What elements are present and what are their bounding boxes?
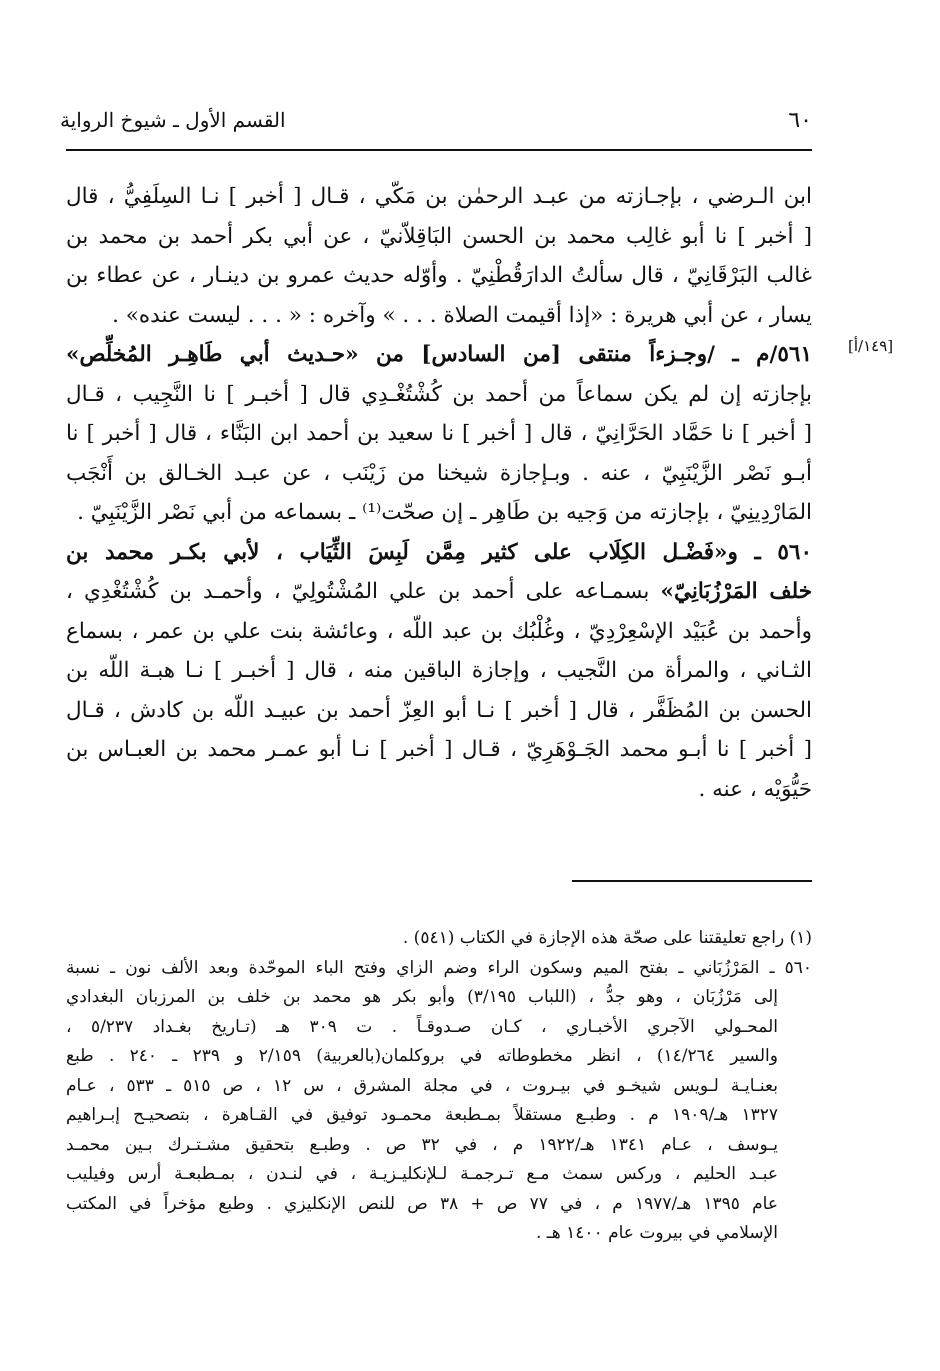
text-line: ابن الـرضي ، بإجـازته من عبـد الرحمٰن بن مَكّي ، قـال [ أخبر ] نـا السِلَفِيُّ ، قال (66, 184, 812, 209)
text-line: وأحمد بن عُبَيْد الإسْعِرْدِيّ ، وغُلْبُك بن عبد اللّه ، وعائشة بنت علي بن عمر ، بسماع (66, 618, 812, 644)
text-line (66, 572, 812, 612)
running-head: القسم الأول ـ شيوخ الرواية (60, 108, 286, 132)
entry-560-heading: ٥٦٠ ـ و«فَضْـل الكِلَاب على كثير مِمَّن لَبِسَ الثِّيَاب ، لأبي بكـر محمد بن (66, 539, 812, 565)
footnote-560-line: المحـولي الآجري الأخبـاري ، كـان صـدوقـاً . ت ٣٠٩ هـ (تـاريخ بغـداد ٥/٢٣٧ ، (66, 1016, 778, 1037)
page-number: ٦٠ (788, 108, 812, 133)
text-line: [ أخبر ] نا أبـو محمد الجَـوْهَرِيّ ، قـال [ أخبر ] نـا أبو عمـر محمد بن العبـاس بن (66, 737, 812, 762)
text-line: الحسن بن المُظَفَّر ، قال [ أخبر ] نـا أبو العِزّ أحمد بن عبيـد اللّه بن كادش ، قـال (66, 697, 812, 723)
text-line: الثـاني ، والمرأة من النَّجيب ، وإجازة الباقين منه ، قال [ أخبـر ] نـا هبـة اللّه بن (66, 658, 812, 683)
footnote-560-line: بعنـايـة لـويس شيخـو في بيـروت ، في مجلة المشرق ، س ١٢ ، ص ٥١٥ ـ ٥٣٣ ، عـام (66, 1075, 778, 1096)
text-line: المَارْدِينِيّ ، بإجازته من وَجيه بن طَاهِر ـ إن صحّت⁽¹⁾ ـ بسماعه من أبي نَصْر الزَّيْنَبِيّ . (77, 500, 812, 525)
footnote-560-line: والسير ١٤/٢٦٤) ، انظر مخطوطاته في بروكلمان(بالعربية) ٢/١٥٩ و ٢٣٩ ـ ٢٤٠ . طبع (66, 1046, 778, 1066)
text-line: غالب البَرْقَانِيّ ، قال سألتُ الدارَقُطْنِيّ . وأوّله حديث عمرو بن دينـار ، عن عطاء بن (66, 263, 812, 288)
footnote-560-line: ٥٦٠ ـ المَرْزُبَاني ـ بفتح الميم وسكون الراء وضم الزاي وفتح الباء الموحّدة وبعد الألف نون ـ نسبة (66, 957, 812, 978)
entry-560-text: بسمـاعه على أحمد بن علي المُشْتُولِيّ ، وأحمـد بن كُشْتُغْدِي ، (66, 579, 661, 604)
footnote-560-line: الإسلامي في بيروت عام ١٤٠٠ هـ . (536, 1223, 778, 1243)
entry-561-heading: ٥٦١/م ـ /وجـزءاً منتقى [من السادس] من «حـديث أبي طَاهِـر المُخلِّص» (66, 342, 812, 367)
footnote-560-line: عبـد الحليم ، وركس سمث مـع تـرجمـة لـلإنكليـزيـة ، في لنـدن ، بمـطبعـة أرس وفيليب (66, 1164, 778, 1184)
footnote-560-line: إلى مَرْزُبَان ، وهو جدُّ ، (اللباب ٣/١٩٥) وأبو بكر هو محمد بن خلف بن المرزبان البغدادي (66, 987, 778, 1007)
text-line: أبـو نَصْر الزَّيْنَبِيّ ، عنه . وبـإجازة شيخنا من زَيْنَب ، عن عبـد الخـالق بن أَنْجَب (66, 460, 812, 486)
entry-560-heading-cont: خلف المَرْزُبَانِيّ» (660, 579, 812, 604)
text-line: [ أخبر ] نا حَمَّاد الحَرَّانِيّ ، قال [ أخبر ] نا سعيد بن أحمد ابن البَنَّاء ، قال [ أخبر ] نا (66, 421, 812, 446)
text-line: يسار ، عن أبي هريرة : «إذا أقيمت الصلاة . . . » وآخره : « . . . ليست عنده» . (112, 302, 812, 328)
header-rule (66, 149, 812, 151)
main-text (66, 177, 812, 809)
text-line: بإجازته إن لم يكن سماعاً من أحمد بن كُشْتُغْـدِي قال [ أخبـر ] نا النَّجِيب ، قـال (66, 381, 812, 407)
footnote-1: (١) راجع تعليقتنا على صحّة هذه الإجازة في الكتاب (٥٤١) . (402, 928, 812, 948)
footnote-560-line: يـوسف ، عـام ١٣٤١ هـ/١٩٢٢ م ، في ٣٢ ص . وطبـع بتحقيق مشـتـرك بـين محمـد (66, 1134, 778, 1155)
footnote-rule (572, 880, 812, 882)
footnote-560-line: ١٣٢٧ هـ/١٩٠٩ م . وطبـع مستقلاً بمـطبعة محمـود توفيق في القـاهرة ، بتصحيـح إبـراهيم (66, 1105, 779, 1125)
text-line: حَيُّوَيْه ، عنه . (698, 776, 812, 802)
manuscript-folio-note: [١٤٩/أ] (848, 337, 894, 355)
text-line: [ أخبر ] نا أبو غالِب محمد بن الحسن البَاقِلاّنيّ ، عن أبي بكر أحمد بن محمد بن (66, 223, 812, 249)
footnote-560-line: عام ١٣٩٥ هـ/١٩٧٧ م ، في ٧٧ ص + ٣٨ ص للنص الإنكليزي . وطبع مؤخراً في المكتب (66, 1193, 778, 1214)
footnotes (66, 924, 812, 1249)
